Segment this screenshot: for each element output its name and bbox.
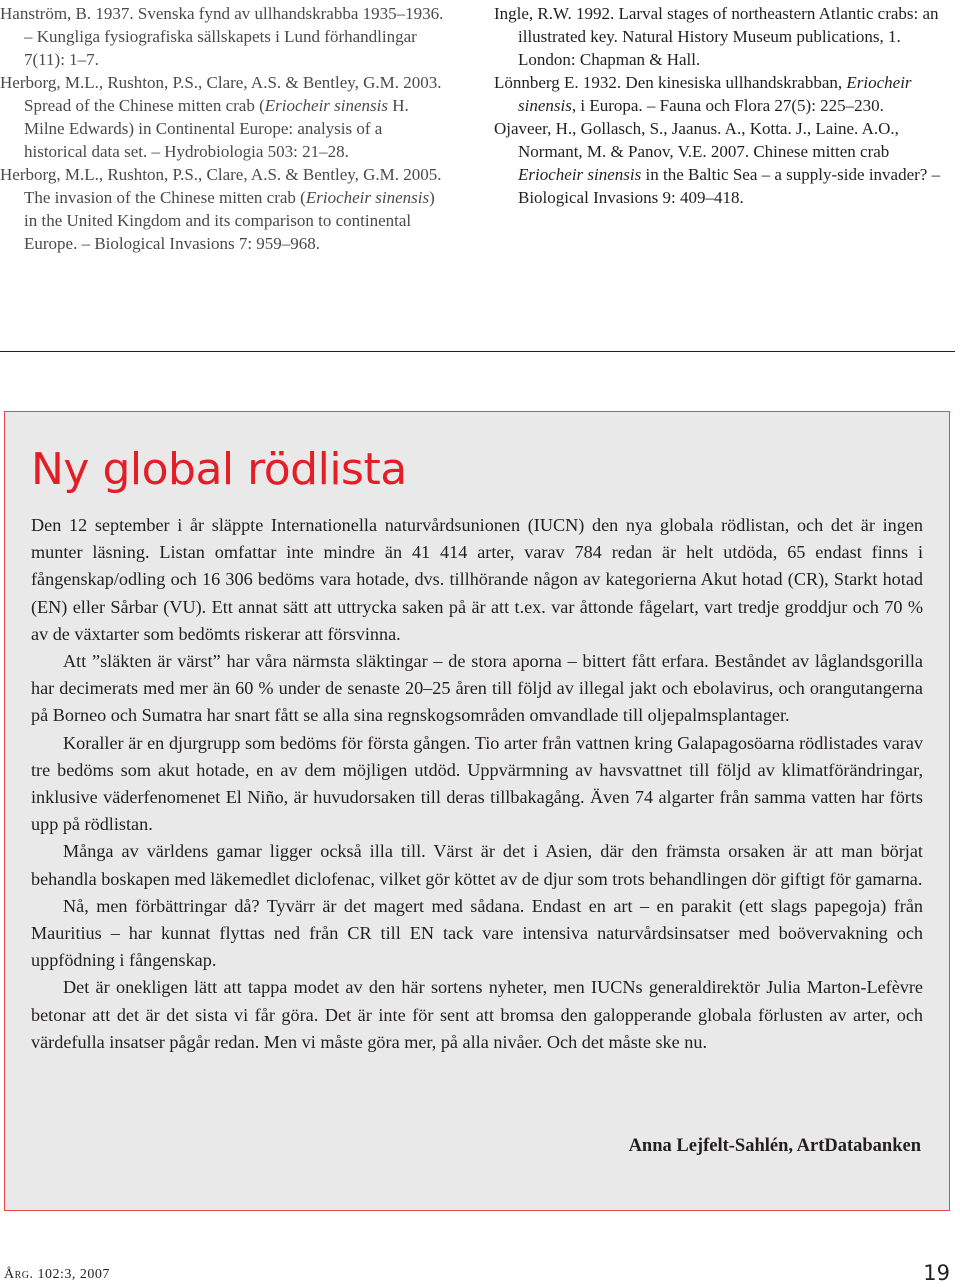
reference-entry: Ingle, R.W. 1992. Larval stages of northeastern Atlantic crabs: an illustrated key. Natural History Museum publications, 1. London: Chapman & Hall. [494,4,939,69]
article-paragraph: Många av världens gamar ligger också illa till. Värst är det i Asien, där den främsta orsaken är att man börjat behandla boskapen med läkemedlet diclofenac, vilket gör köttet av de djur som trots behandlingen dör giftigt för gamarna. [31,841,923,889]
article-paragraph: Det är onekligen lätt att tappa modet av den här sortens nyheter, men IUCNs generaldirektör Julia Marton-Lefèvre betonar att det är det sista vi får göra. Det är inte för sent att bromsa den galopperande globala förlusten av arter, och värdefulla insatser pågår redan. Men vi måste göra mer, på alla nivåer. Och det måste ske nu. [31,977,923,1052]
page-number: 19 [923,1261,950,1285]
reference-list-left [0,2,448,255]
reference-entry: Herborg, M.L., Rushton, P.S., Clare, A.S. & Bentley, G.M. 2005. The invasion of the Chinese mitten crab (Eriocheir sinensis) in the United Kingdom and its comparison to continental Europe. – Biological Invasions 7: 959–968. [0,165,442,253]
reference-entry: Hanström, B. 1937. Svenska fynd av ullhandskrabba 1935–1936. – Kungliga fysiografiska sällskapets i Lund förhandlingar 7(11): 1–7. [0,4,444,69]
section-divider [0,351,955,352]
article-title: Ny global rödlista [31,444,407,495]
article-paragraph: Att ”släkten är värst” har våra närmsta släktingar – de stora aporna – bittert fått erfara. Beståndet av låglandsgorilla har decimerats med mer än 60 % under de senaste 20–25 åren till följd av illegal jakt och ebolavirus, och orangutangerna på Borneo och Sumatra har snart fått se alla sina regnskogsområden omvandlade till oljepalmsplantager. [31,651,923,726]
issue-label: Årg. 102:3, 2007 [4,1267,110,1282]
article-paragraph: Den 12 september i år släppte Internationella naturvårdsunionen (IUCN) den nya globala rödlistan, och det är ingen munter läsning. Listan omfattar inte mindre än 41 414 arter, varav 784 redan är helt utdöda, 65 endast finns i fångenskap/odling och 16 306 bedöms vara hotade, dvs. tillhörande någon av kategorierna Akut hotad (CR), Starkt hotad (EN) eller Sårbar (VU). Ett annat sätt att uttrycka saken på är att t.ex. var åttonde fågelart, vart tredje groddjur och 70 % av de växtarter som bedömts riskerar att försvinna. [31,515,923,644]
article-paragraph: Koraller är en djurgrupp som bedöms för första gången. Tio arter från vattnen kring Galapagosöarna rödlistades varav tre bedöms som akut hotade, en av dem möjligen utdöd. Uppvärmning av havsvattnet till följd av klimatförändringar, inklusive väderfenomenet El Niño, är huvudorsaken till deras tillbakagång. Även 74 algarter från samma vatten har förts upp på rödlistan. [31,732,923,835]
article-signature: Anna Lejfelt-Sahlén, ArtDatabanken [628,1136,921,1156]
reference-entry: Ojaveer, H., Gollasch, S., Jaanus. A., Kotta. J., Laine. A.O., Normant, M. & Panov, V.E. 2007. Chinese mitten crab Eriocheir sinensis in the Baltic Sea – a supply-side invader? – Biological Invasions 9: 409–418. [494,119,941,207]
news-box [4,411,950,1211]
reference-entry: Lönnberg E. 1932. Den kinesiska ullhandskrabban, Eriocheir sinensis, i Europa. – Fauna och Flora 27(5): 225–230. [494,73,912,115]
article-paragraph: Nå, men förbättringar då? Tyvärr är det magert med sådana. Endast en art – en parakit (ett slags papegoja) från Mauritius – har kunnat flyttas ned från CR till EN tack vare intensiva naturvårdsinsatser med boövervakning och uppfödning i fångenskap. [31,895,923,971]
reference-list-right [494,2,954,209]
article-body [31,512,923,1056]
reference-entry: Herborg, M.L., Rushton, P.S., Clare, A.S. & Bentley, G.M. 2003. Spread of the Chinese mitten crab (Eriocheir sinensis H. Milne Edwards) in Continental Europe: analysis of a historical data set. – Hydrobiologia 503: 21–28. [0,73,442,161]
